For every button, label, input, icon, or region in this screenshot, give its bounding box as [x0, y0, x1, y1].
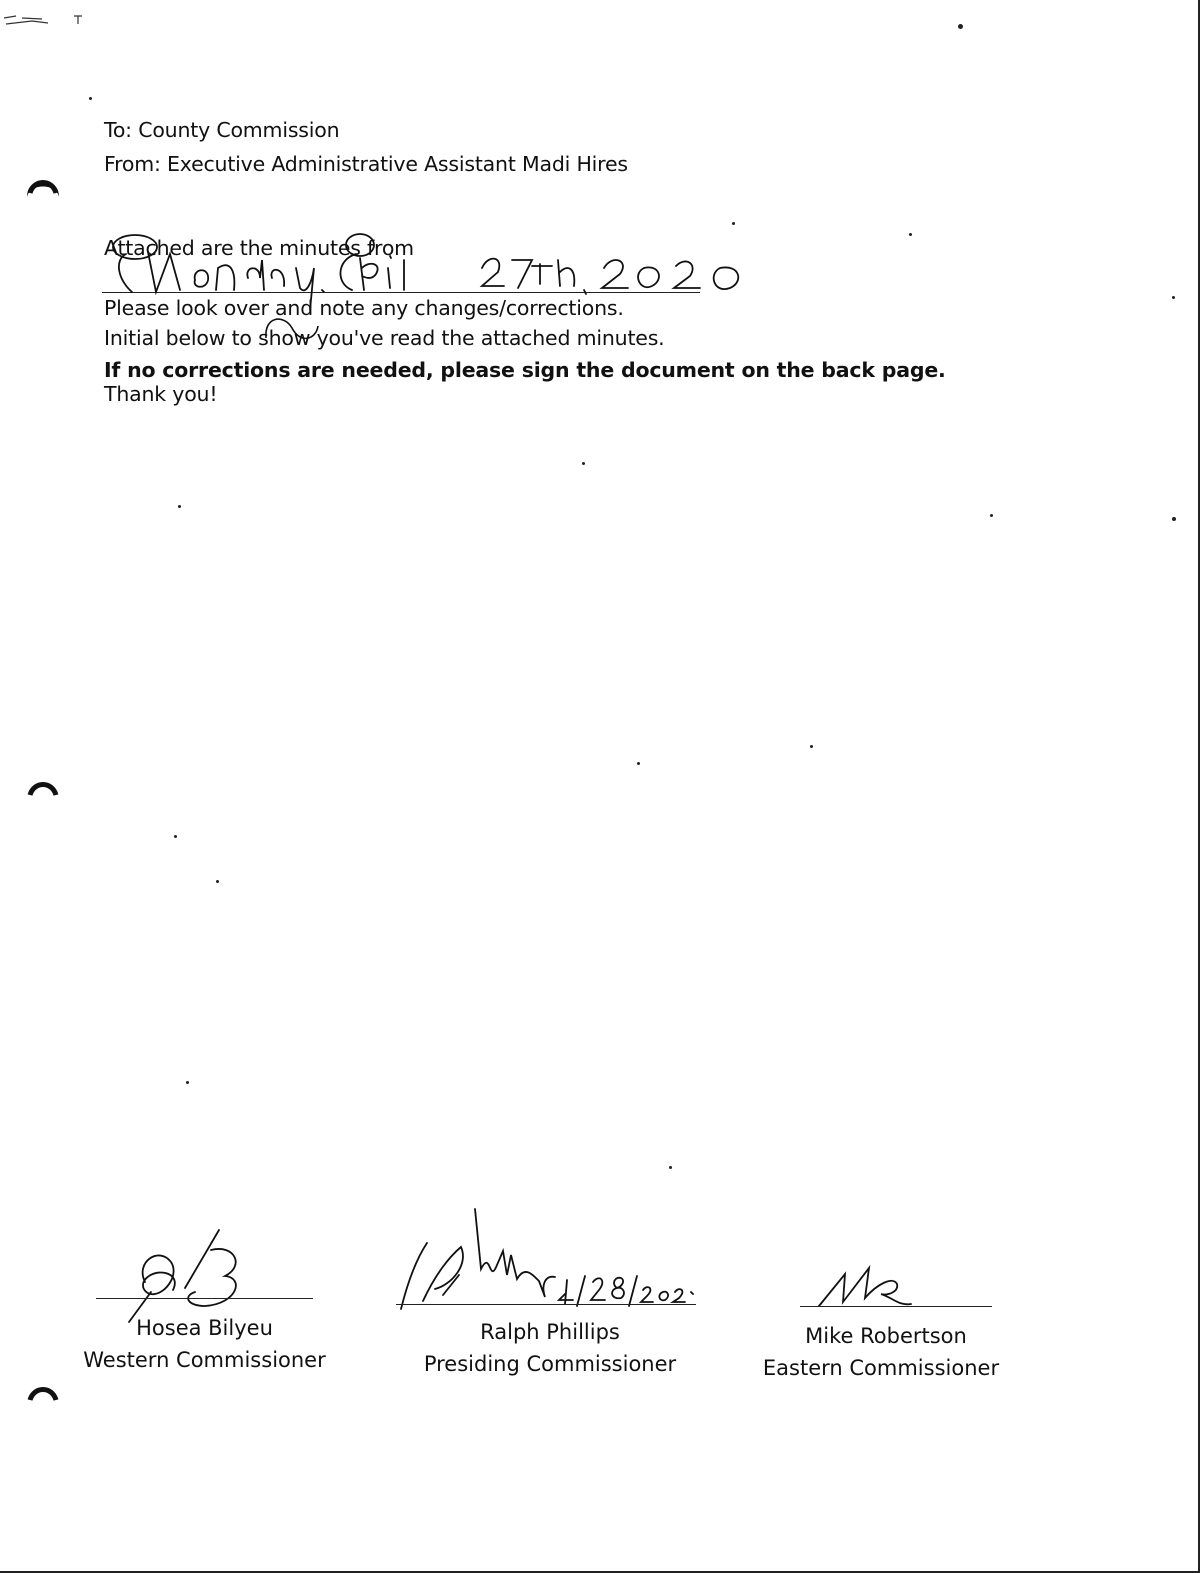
- signer-name: Ralph Phillips: [480, 1320, 620, 1344]
- signature-hosea-bilyeu: [115, 1222, 265, 1322]
- speck: [1172, 517, 1176, 521]
- speck: [810, 745, 813, 748]
- speck: [582, 462, 585, 465]
- memo-to: To: County Commission: [104, 118, 340, 142]
- memo-from: From: Executive Administrative Assistant Madi Hires: [104, 152, 628, 176]
- memo-sign-note: If no corrections are needed, please sign the document on the back page.: [104, 358, 946, 382]
- speck: [958, 24, 963, 29]
- speck: [186, 1081, 189, 1084]
- speck: [216, 880, 219, 883]
- signature-line: [396, 1304, 696, 1305]
- signature-mike-robertson: [815, 1262, 935, 1312]
- punch-hole-icon: [24, 1370, 62, 1406]
- speck: [637, 762, 640, 765]
- speck: [174, 835, 177, 838]
- scan-mark: [2, 10, 82, 34]
- speck: [178, 505, 181, 508]
- speck: [909, 233, 912, 236]
- memo-thanks: Thank you!: [104, 382, 218, 406]
- punch-hole-icon: [24, 163, 62, 199]
- signature-line: [800, 1306, 992, 1307]
- signature-line: [96, 1298, 313, 1299]
- signer-title: Presiding Commissioner: [423, 1352, 677, 1376]
- speck: [1172, 296, 1175, 299]
- speck: [669, 1166, 672, 1169]
- memo-attached: Attached are the minutes from: [104, 236, 414, 260]
- memo-review: Please look over and note any changes/corrections.: [104, 296, 624, 320]
- memo-initial: Initial below to show you've read the attached minutes.: [104, 326, 665, 350]
- speck: [990, 514, 993, 517]
- speck: [89, 97, 92, 100]
- signer-title: Western Commissioner: [83, 1348, 326, 1372]
- signer-title: Eastern Commissioner: [762, 1356, 1000, 1380]
- signer-name: Mike Robertson: [805, 1324, 967, 1348]
- signer-name: Hosea Bilyeu: [136, 1316, 273, 1340]
- punch-hole-icon: [24, 765, 62, 801]
